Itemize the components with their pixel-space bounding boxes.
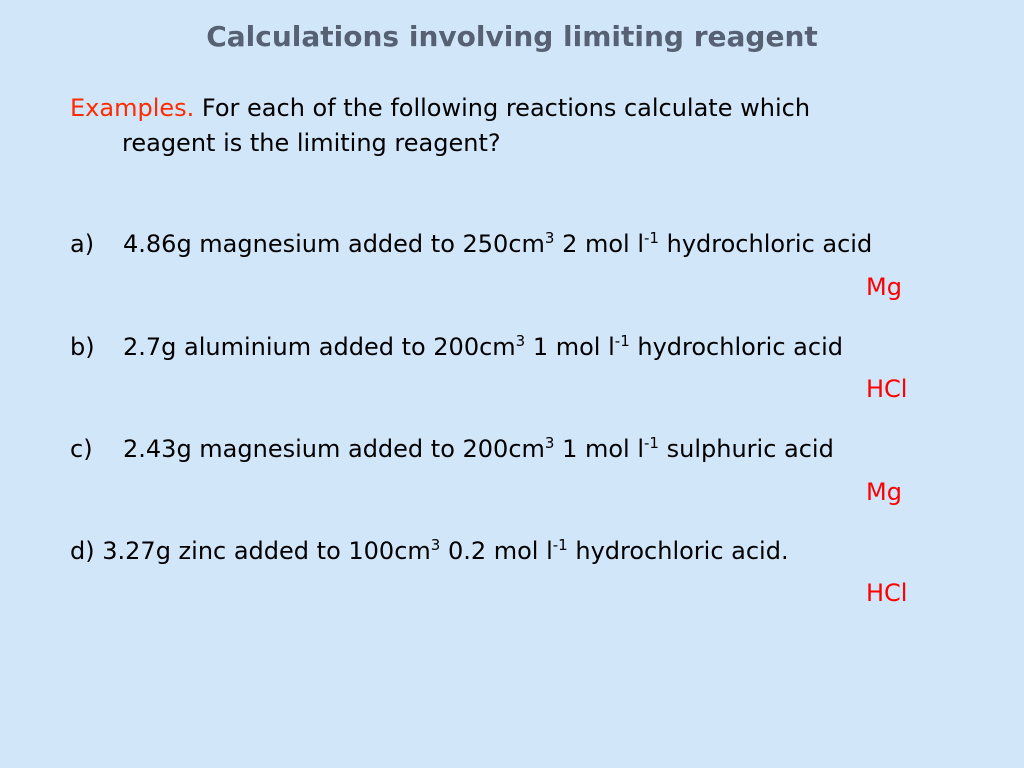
question-d-text-2: 0.2 mol l [440,537,553,565]
question-b-label: b) [70,333,95,361]
question-d-sup-1: 3 [430,536,441,554]
question-a-label: a) [70,230,95,258]
page-title: Calculations involving limiting reagent [206,20,818,53]
question-a-text-3: hydrochloric acid [658,230,873,258]
intro-text [70,91,950,161]
question-b [123,332,843,362]
question-c [123,434,834,464]
question-a-sup-2: -1 [644,229,659,247]
question-a-sup-1: 3 [544,229,555,247]
question-b-sup-1: 3 [515,332,526,350]
question-b-text-1: 2.7g aluminium added to 200cm [123,333,516,361]
answer-c: Mg [866,478,902,506]
question-c-text-3: sulphuric acid [658,435,834,463]
answer-d: HCl [866,579,908,607]
question-c-label: c) [70,435,93,463]
question-b-sup-2: -1 [614,332,630,350]
intro-text-line-2: reagent is the limiting reagent? [122,129,501,157]
question-b-text-2: 1 mol l [525,333,615,361]
question-a-text-2: 2 mol l [554,230,645,258]
question-d-sup-2: -1 [552,536,568,554]
intro-text-line-1: For each of the following reactions calculate which [201,94,811,122]
question-d [70,536,789,566]
question-a-text-1: 4.86g magnesium added to 250cm [123,230,545,258]
question-c-sup-2: -1 [644,434,659,452]
question-b-text-3: hydrochloric acid [629,333,843,361]
question-c-text-2: 1 mol l [554,435,645,463]
question-d-label: d) [70,537,95,565]
intro-line-1 [70,91,950,126]
question-a [123,229,872,259]
question-d-text-3: hydrochloric acid. [567,537,789,565]
question-d-text-1: 3.27g zinc added to 100cm [102,537,431,565]
answer-b: HCl [866,375,908,403]
question-c-sup-1: 3 [544,434,555,452]
answer-a: Mg [866,273,902,301]
examples-label: Examples. [70,94,195,122]
question-c-text-1: 2.43g magnesium added to 200cm [123,435,545,463]
